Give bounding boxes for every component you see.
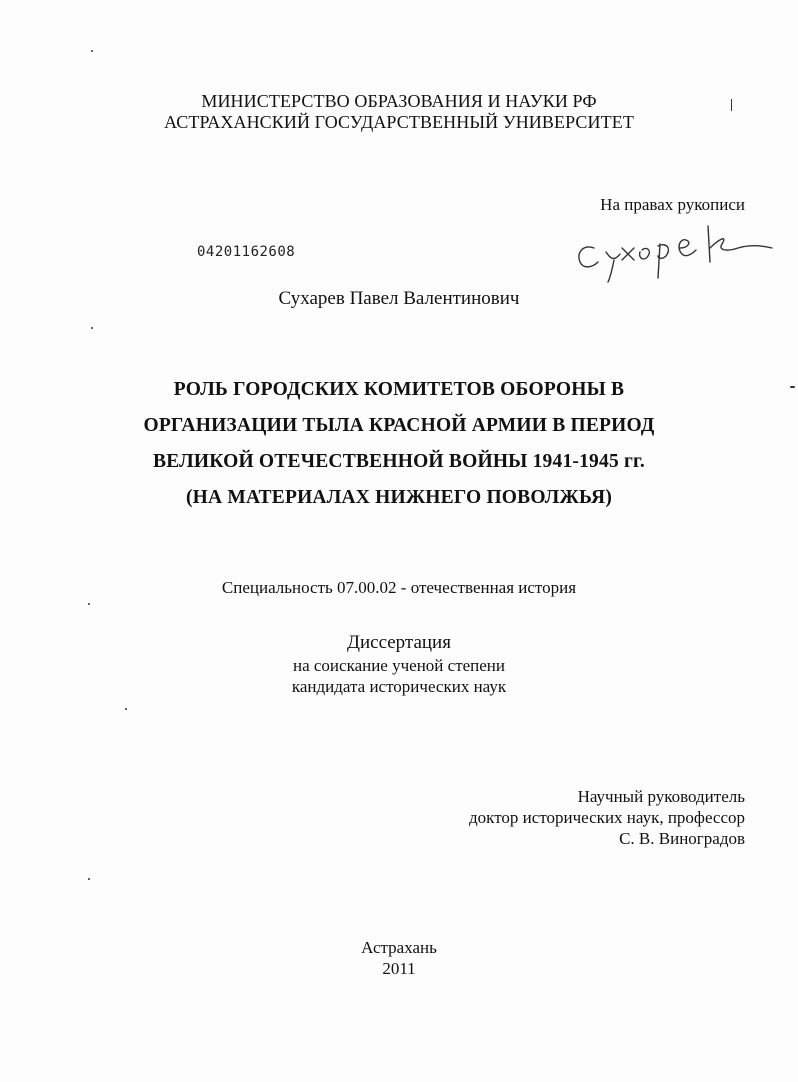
scan-speck (91, 50, 93, 52)
ministry-name: МИНИСТЕРСТВО ОБРАЗОВАНИЯ И НАУКИ РФ (201, 91, 597, 111)
supervisor-name: С. В. Виноградов (619, 829, 745, 848)
scan-speck (88, 603, 90, 605)
title-line-3: ВЕЛИКОЙ ОТЕЧЕСТВЕННОЙ ВОЙНЫ 1941-1945 гг. (153, 451, 645, 472)
scan-speck (125, 708, 127, 710)
scan-speck (91, 327, 93, 329)
city: Астрахань (361, 938, 437, 957)
rights-note: На правах рукописи (600, 195, 745, 214)
author-name: Сухарев Павел Валентинович (278, 288, 520, 309)
title-line-2: ОРГАНИЗАЦИИ ТЫЛА КРАСНОЙ АРМИИ В ПЕРИОД (143, 415, 655, 436)
specialty: Специальность 07.00.02 - отечественная история (221, 578, 577, 597)
year: 2011 (382, 959, 416, 978)
supervisor-role: Научный руководитель (577, 787, 745, 806)
supervisor-credentials: доктор исторических наук, профессор (469, 808, 745, 827)
handwritten-signature (572, 218, 777, 288)
registration-number: 04201162608 (197, 244, 296, 260)
scan-speck (88, 878, 90, 880)
university-name: АСТРАХАНСКИЙ ГОСУДАРСТВЕННЫЙ УНИВЕРСИТЕТ (164, 112, 634, 132)
degree-line-1: на соискание ученой степени (292, 656, 506, 675)
title-line-1: РОЛЬ ГОРОДСКИХ КОМИТЕТОВ ОБОРОНЫ В (173, 379, 625, 400)
title-line-4: (НА МАТЕРИАЛАХ НИЖНЕГО ПОВОЛЖЬЯ) (185, 487, 613, 508)
degree-line-2: кандидата исторических наук (291, 677, 507, 696)
degree-type: Диссертация (347, 632, 451, 653)
